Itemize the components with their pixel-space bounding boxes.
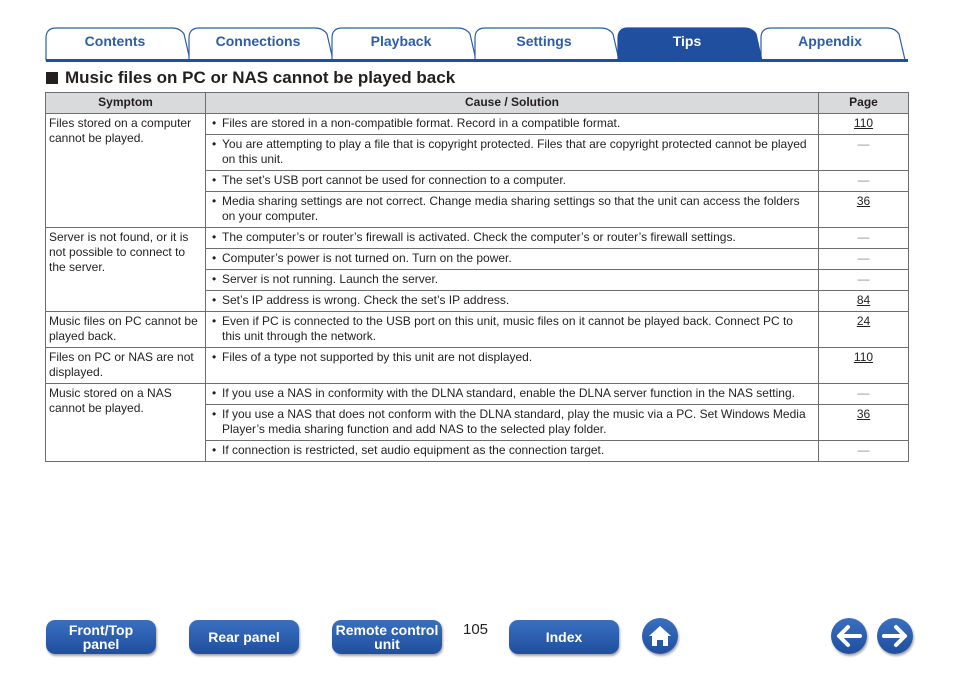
tab-connections[interactable]: Connections	[215, 33, 301, 49]
page-link[interactable]: 24	[856, 314, 871, 328]
arrow-left-icon	[831, 618, 867, 654]
tab-tips[interactable]: Tips	[672, 33, 702, 49]
symptom-cell: Music files on PC cannot be played back.	[46, 312, 206, 348]
page-link[interactable]: 110	[853, 350, 874, 364]
page-link[interactable]: 110	[853, 116, 874, 130]
cause-text: You are attempting to play a file that is copyright protected. Files that are copyright protected cannot be played on this unit.	[222, 137, 807, 166]
symptom-cell: Files on PC or NAS are not displayed.	[46, 348, 206, 384]
page-cell	[819, 171, 909, 192]
cause-cell	[206, 135, 819, 171]
page-cell	[819, 405, 909, 441]
page-cell	[819, 270, 909, 291]
page-cell	[819, 135, 909, 171]
cause-cell	[206, 228, 819, 249]
bullet: •	[212, 116, 217, 130]
bullet: •	[212, 194, 217, 208]
cause-cell	[206, 441, 819, 462]
page-dash: —	[857, 173, 870, 187]
tab-shapes	[0, 0, 954, 64]
table-header-row	[46, 93, 909, 114]
page-dash: —	[857, 272, 870, 286]
tab-appendix[interactable]: Appendix	[798, 33, 862, 49]
cause-text: The computer’s or router’s firewall is activated. Check the computer’s or router’s firewall settings.	[222, 230, 736, 244]
index-label: Index	[545, 629, 583, 645]
cause-cell	[206, 270, 819, 291]
page-link[interactable]: 36	[856, 194, 871, 208]
cause-cell	[206, 405, 819, 441]
cause-text: Computer’s power is not turned on. Turn on the power.	[222, 251, 512, 265]
front-top-panel-button[interactable]	[46, 620, 156, 654]
cause-text: If connection is restricted, set audio equipment as the connection target.	[222, 443, 605, 457]
cause-text: Even if PC is connected to the USB port on this unit, music files on it cannot be played back. Connect PC to this unit through the network.	[222, 314, 793, 343]
bullet: •	[212, 137, 217, 151]
page-cell	[819, 384, 909, 405]
tab-settings[interactable]: Settings	[516, 33, 572, 49]
index-button[interactable]	[509, 620, 619, 654]
page-dash: —	[857, 230, 870, 244]
page-cell	[819, 312, 909, 348]
section-heading-text: Music files on PC or NAS cannot be played back	[65, 68, 456, 87]
bullet: •	[212, 350, 217, 364]
table-row	[46, 228, 909, 249]
table-row	[46, 384, 909, 405]
page-cell	[819, 114, 909, 135]
home-button[interactable]	[642, 618, 678, 654]
cause-text: Server is not running. Launch the server.	[222, 272, 439, 286]
page-cell	[819, 249, 909, 270]
table-row	[46, 312, 909, 348]
remote-control-unit-line1: Remote control	[335, 622, 439, 638]
page-cell	[819, 348, 909, 384]
cause-text: The set’s USB port cannot be used for connection to a computer.	[222, 173, 566, 187]
cause-text: Media sharing settings are not correct. Change media sharing settings so that the unit can access the folders on your computer.	[222, 194, 800, 223]
page-cell	[819, 291, 909, 312]
forward-button[interactable]	[877, 618, 913, 654]
page-link[interactable]: 84	[856, 293, 871, 307]
header-cause: Cause / Solution	[206, 93, 819, 114]
tab-contents[interactable]: Contents	[84, 33, 146, 49]
front-top-panel-line1: Front/Top	[68, 622, 134, 638]
page-number: 105	[463, 621, 489, 638]
square-bullet-icon	[46, 72, 58, 84]
rear-panel-button[interactable]	[189, 620, 299, 654]
bullet: •	[212, 230, 217, 244]
troubleshooting-table	[45, 92, 909, 462]
header-symptom: Symptom	[46, 93, 206, 114]
bullet: •	[212, 314, 217, 328]
cause-text: Files of a type not supported by this unit are not displayed.	[222, 350, 533, 364]
header-page: Page	[819, 93, 909, 114]
table-row	[46, 348, 909, 384]
table-row	[46, 114, 909, 135]
remote-control-unit-label	[336, 623, 439, 651]
bullet: •	[212, 173, 217, 187]
cause-text: Files are stored in a non-compatible format. Record in a compatible format.	[222, 116, 621, 130]
front-top-panel-line2: panel	[82, 636, 120, 652]
remote-control-unit-button[interactable]	[332, 620, 442, 654]
tab-playback[interactable]: Playback	[370, 33, 432, 49]
page-cell	[819, 228, 909, 249]
bullet: •	[212, 293, 217, 307]
cause-text: Set’s IP address is wrong. Check the set’s IP address.	[222, 293, 510, 307]
cause-text: If you use a NAS in conformity with the DLNA standard, enable the DLNA server function in the NAS setting.	[222, 386, 795, 400]
cause-cell	[206, 312, 819, 348]
tab-baseline	[46, 59, 908, 62]
cause-cell	[206, 384, 819, 405]
rear-panel-label: Rear panel	[208, 629, 280, 645]
page-cell	[819, 441, 909, 462]
arrow-right-icon	[877, 618, 913, 654]
section-heading	[46, 68, 455, 88]
bullet: •	[212, 251, 217, 265]
cause-cell	[206, 291, 819, 312]
bullet: •	[212, 443, 217, 457]
remote-control-unit-line2: unit	[374, 636, 400, 652]
cause-cell	[206, 192, 819, 228]
page-dash: —	[857, 137, 870, 151]
page-dash: —	[857, 386, 870, 400]
bullet: •	[212, 407, 217, 421]
page-link[interactable]: 36	[856, 407, 871, 421]
page-dash: —	[857, 443, 870, 457]
front-top-panel-label	[69, 623, 133, 651]
symptom-cell: Music stored on a NAS cannot be played.	[46, 384, 206, 462]
tab-bar	[0, 0, 954, 64]
cause-cell	[206, 249, 819, 270]
cause-cell	[206, 171, 819, 192]
symptom-cell: Files stored on a computer cannot be played.	[46, 114, 206, 228]
home-icon	[642, 618, 678, 654]
back-button[interactable]	[831, 618, 867, 654]
bullet: •	[212, 272, 217, 286]
page-dash: —	[857, 251, 870, 265]
cause-cell	[206, 114, 819, 135]
cause-cell	[206, 348, 819, 384]
cause-text: If you use a NAS that does not conform with the DLNA standard, play the music via a PC. Set Windows Media Player’s media sharing function and add NAS to the selected play folder.	[222, 407, 806, 436]
page-cell	[819, 192, 909, 228]
symptom-cell: Server is not found, or it is not possible to connect to the server.	[46, 228, 206, 312]
bullet: •	[212, 386, 217, 400]
